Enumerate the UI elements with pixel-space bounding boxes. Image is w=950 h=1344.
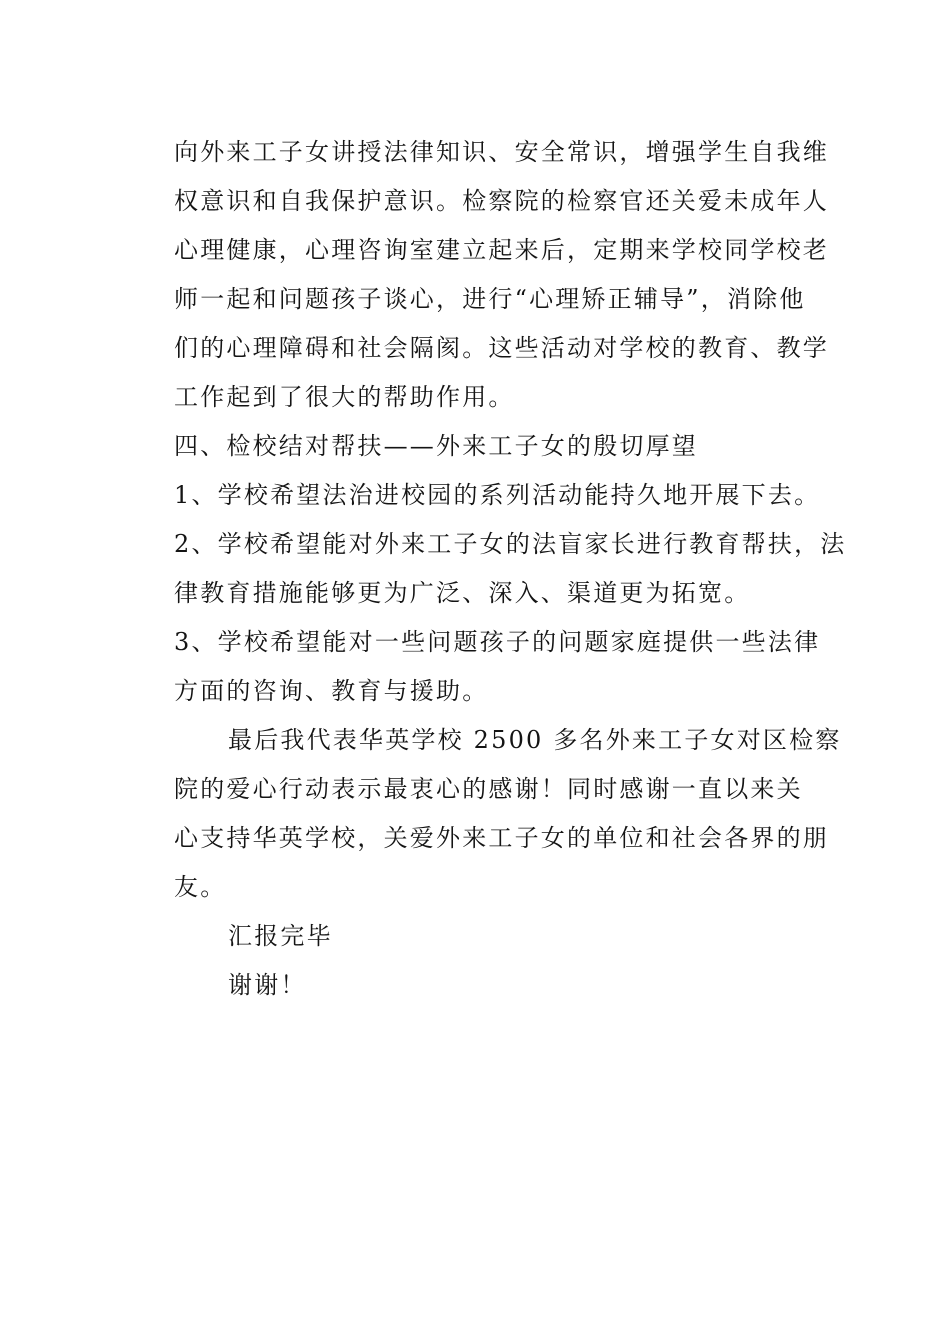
closing-paragraph-line: 院的爱心行动表示最衷心的感谢！同时感谢一直以来关 [174,775,803,803]
list-item: 1、学校希望法治进校园的系列活动能持久地开展下去。 [174,481,821,509]
closing-paragraph-line: 友。 [174,873,227,901]
paragraph-line: 权意识和自我保护意识。检察院的检察官还关爱未成年人 [174,187,829,215]
paragraph-line: 向外来工子女讲授法律知识、安全常识，增强学生自我维 [174,138,829,166]
report-end-text: 汇报完毕 [228,922,333,950]
list-item-continuation: 方面的咨询、教育与援助。 [174,677,489,705]
list-item: 3、学校希望能对一些问题孩子的问题家庭提供一些法律 [174,628,821,656]
closing-paragraph-line: 最后我代表华英学校 2500 多名外来工子女对区检察 [228,726,842,754]
list-item-continuation: 律教育措施能够更为广泛、深入、渠道更为拓宽。 [174,579,751,607]
paragraph-line: 师一起和问题孩子谈心，进行“心理矫正辅导”，消除他 [174,285,806,313]
thanks-text: 谢谢！ [228,971,307,999]
document-body [174,128,847,1010]
closing-paragraph-line: 心支持华英学校，关爱外来工子女的单位和社会各界的朋 [174,824,829,852]
paragraph-line: 心理健康，心理咨询室建立起来后，定期来学校同学校老 [174,236,829,264]
paragraph-line: 们的心理障碍和社会隔阂。这些活动对学校的教育、教学 [174,334,829,362]
list-item: 2、学校希望能对外来工子女的法盲家长进行教育帮扶，法 [174,530,847,558]
paragraph-line: 工作起到了很大的帮助作用。 [174,383,515,411]
section-heading: 四、检校结对帮扶——外来工子女的殷切厚望 [174,432,698,460]
